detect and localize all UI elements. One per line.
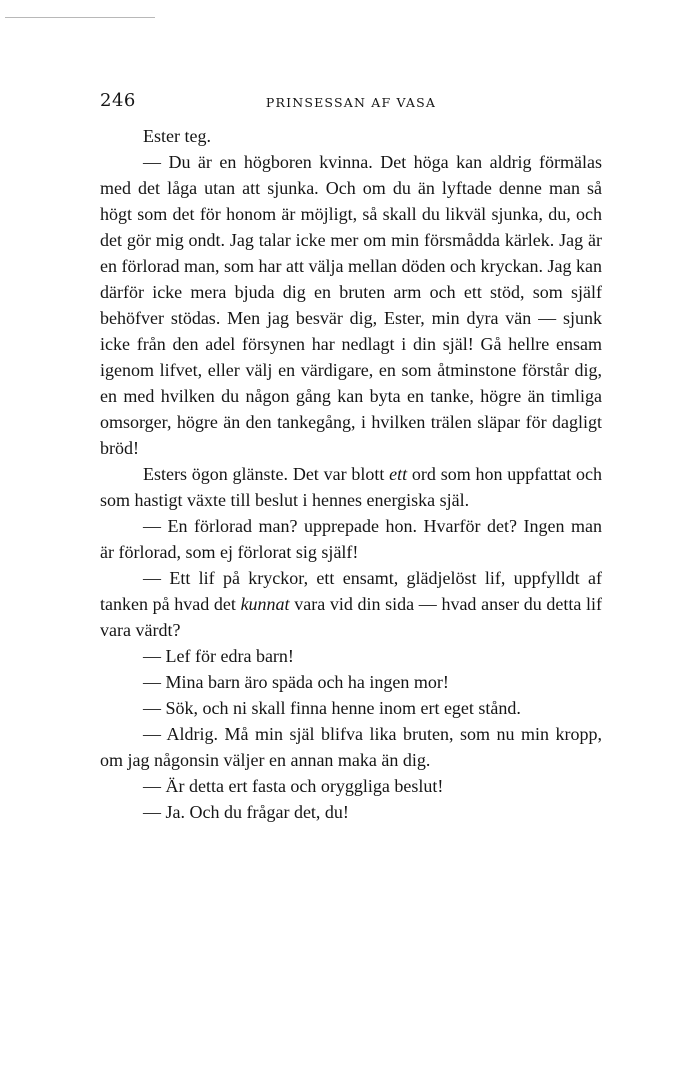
paragraph-3-after: ord som hon uppfattat och som hastigt växte till beslut i hennes energiska själ. xyxy=(100,464,603,510)
page-header xyxy=(100,90,602,116)
paragraph-7: — Mina barn äro späda och ha ingen mor! xyxy=(143,672,449,692)
paragraph-10: — Är detta ert fasta och oryggliga beslut! xyxy=(143,776,444,796)
paragraph-3-emphasis: ett xyxy=(389,464,408,484)
paragraph-1: Ester teg. xyxy=(143,126,211,146)
paragraph-6: — Lef för edra barn! xyxy=(143,646,294,666)
paragraph-3-before: Esters ögon glänste. Det var blott xyxy=(143,464,390,484)
page-number: 246 xyxy=(100,90,136,111)
paragraph-3 xyxy=(100,461,602,513)
paragraph-5-emphasis: kunnat xyxy=(240,594,290,614)
body-text xyxy=(100,123,602,825)
paragraph-5-before: — Ett lif på kryckor, ett ensamt, glädjelöst lif, uppfylldt af tanken på hvad det xyxy=(100,568,602,614)
scan-edge-line xyxy=(5,17,155,18)
paragraph-5-after: vara vid din sida — hvad anser du detta lif vara värdt? xyxy=(100,594,602,640)
paragraph-2: — Du är en högboren kvinna. Det höga kan aldrig förmälas med det låga utan att sjunka. Och om du än lyftade denne man så högt som det för honom är möjligt, så skall du likväl sjunka, du, och det gör mig ondt. Jag talar icke mer om min försmådda kärlek. Jag är en förlorad man, som har att välja mellan döden och kryckan. Jag kan därför icke mera bjuda dig en bruten arm och ett stöd, som själf behöfver stödas. Men jag besvär dig, Ester, min dyra vän — sjunk icke från den adel försynen har nedlagt i din själ! Gå hellre ensam igenom lifvet, eller välj en värdigare, en som åtminstone förstår dig, en med hvilken du någon gång kan byta en tanke, högre än timliga omsorger, högre än den tankegång, i hvilken trälen släpar för dagligt bröd! xyxy=(100,152,602,458)
paragraph-5 xyxy=(100,565,602,643)
paragraph-4: — En förlorad man? upprepade hon. Hvarför det? Ingen man är förlorad, som ej förlorat sig själf! xyxy=(100,516,602,562)
paragraph-11: — Ja. Och du frågar det, du! xyxy=(143,802,349,822)
paragraph-8: — Sök, och ni skall finna henne inom ert eget stånd. xyxy=(143,698,521,718)
running-title: PRINSESSAN AF VASA xyxy=(265,95,437,110)
paragraph-9: — Aldrig. Må min själ blifva lika bruten, som nu min kropp, om jag någonsin väljer en annan maka än dig. xyxy=(100,724,602,770)
